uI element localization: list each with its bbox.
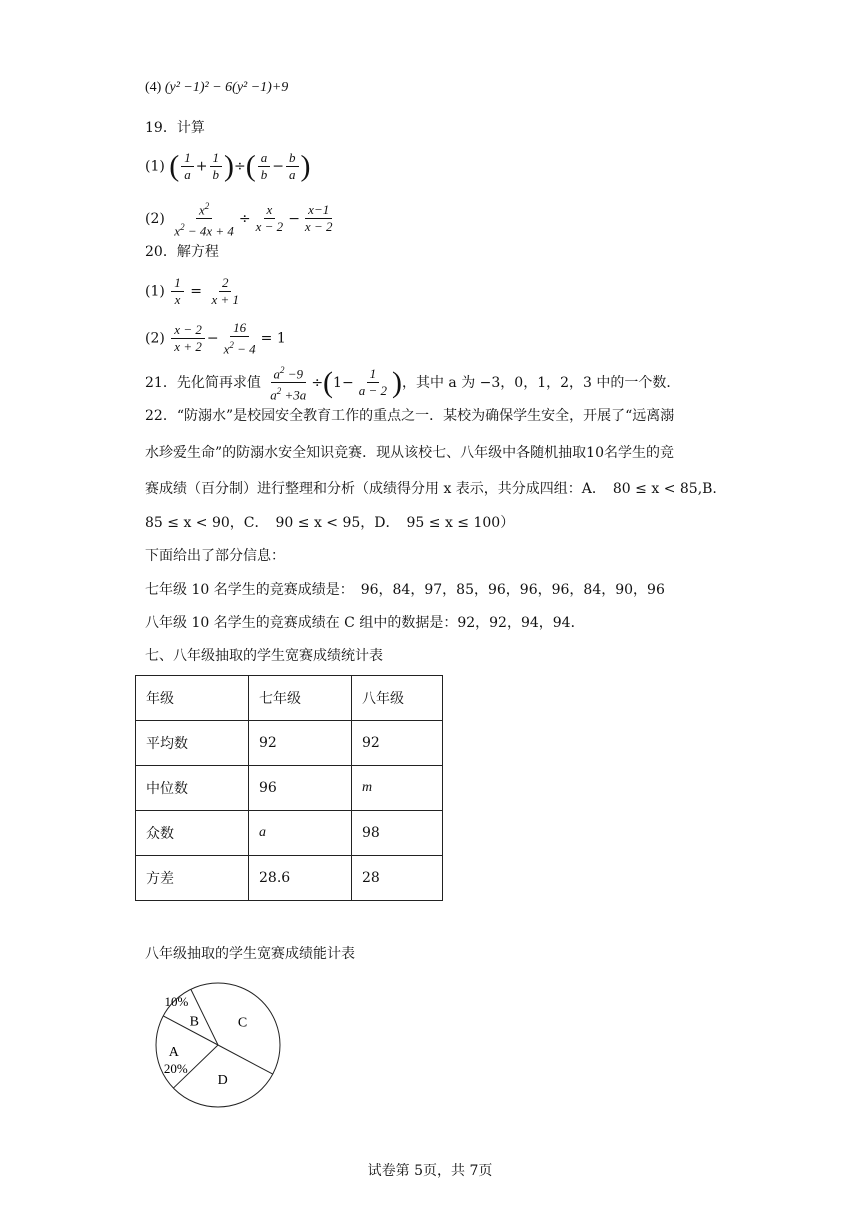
table-header-row	[136, 676, 443, 721]
problem-22-line1: 22．“防溺水”是校园安全教育工作的重点之一．某校为确保学生安全，开展了“远离溺	[145, 408, 675, 424]
table-row	[136, 811, 443, 856]
problem-22-line2: 水珍爱生命”的防溺水安全知识竞赛．现从该校七、八年级中各随机抽取10名学生的竞	[145, 445, 674, 461]
problem-19-2: (2) $\frac{x^2}{x^2 - 4x + 4}$ ÷ $\frac{x}{x - 2}$ − $\frac{x-1}{x - 2}$	[145, 198, 337, 240]
problem-21-suffix: ，其中 a 为 −3，0，1，2，3 中的一个数．	[401, 374, 681, 391]
stats-table	[135, 675, 443, 901]
problem-19-1-label: (1)	[145, 158, 165, 175]
problem-22-line7: 八年级 10 名学生的竞赛成绩在 C 组中的数据是：92，92，94，94．	[145, 615, 585, 631]
page-footer: 试卷第 5页，共 7页	[367, 1163, 493, 1179]
table-cell: m	[352, 766, 443, 811]
table-cell: a	[249, 811, 352, 856]
table-cell: 方差	[136, 856, 249, 901]
pie-label-b: B	[189, 1014, 199, 1030]
table-cell: 96	[249, 766, 352, 811]
pie-label-a: A	[168, 1045, 179, 1061]
problem-18-4	[145, 78, 288, 98]
table-cell: 28	[352, 856, 443, 901]
pie-percent-b: 10%	[164, 994, 189, 1010]
table-cell: 92	[249, 721, 352, 766]
table-header-cell: 年级	[136, 676, 249, 721]
problem-18-4-expr: (y² −1)² − 6(y² −1)+9	[164, 80, 289, 95]
problem-21: 21．先化简再求值 $\frac{a^2 -9}{a^2 +3a}$ ÷(1− $\frac{1}{a - 2}$ )，其中 a 为 −3，0，1，2，3 中的一个数．	[145, 362, 680, 404]
table-cell: 92	[352, 721, 443, 766]
problem-18-4-label: (4)	[145, 80, 162, 95]
problem-22-line4: 85 ≤ x < 90，C． 90 ≤ x < 95，D． 95 ≤ x ≤ 100）	[145, 515, 515, 531]
problem-21-prefix: 21．先化简再求值	[145, 374, 261, 391]
problem-20-2: (2) $\frac{x - 2}{x + 2}$ − $\frac{16}{x^2 - 4}$ = 1	[145, 320, 286, 357]
pie-label-d: D	[217, 1072, 228, 1088]
table-cell: 众数	[136, 811, 249, 856]
problem-20-2-label: (2)	[145, 330, 165, 347]
table-row	[136, 766, 443, 811]
pie-chart	[145, 982, 295, 1122]
problem-19-2-label: (2)	[145, 210, 165, 227]
table-cell: 28.6	[249, 856, 352, 901]
problem-19-title: 19．计算	[145, 120, 205, 136]
table-row	[136, 721, 443, 766]
problem-22-line3: 赛成绩（百分制）进行整理和分析（成绩得分用 x 表示，共分成四组：A． 80 ≤ x < 85,B.	[145, 481, 717, 497]
problem-22-line6: 七年级 10 名学生的竞赛成绩是： 96，84，97，85，96，96，96，84，90，96	[145, 582, 665, 598]
table-title: 七、八年级抽取的学生宽赛成绩统计表	[145, 648, 383, 664]
table-cell: 平均数	[136, 721, 249, 766]
table-cell: 中位数	[136, 766, 249, 811]
pie-label-c: C	[237, 1015, 248, 1031]
problem-19-1: (1) ( $\frac{1}{a}$ + $\frac{1}{b}$ )÷( $\frac{a}{b}$ − $\frac{b}{a}$ )	[145, 149, 311, 183]
table-cell: 98	[352, 811, 443, 856]
problem-20-1: (1) $\frac{1}{x}$ = $\frac{2}{x + 1}$	[145, 275, 239, 307]
problem-20-2-rhs: = 1	[260, 330, 286, 347]
problem-20-title: 20．解方程	[145, 244, 219, 260]
table-row	[136, 856, 443, 901]
table-header-cell: 七年级	[249, 676, 352, 721]
problem-20-1-label: (1)	[145, 283, 165, 300]
problem-22-line5: 下面给出了部分信息：	[145, 548, 285, 564]
table-header-cell: 八年级	[352, 676, 443, 721]
pie-percent-a: 20%	[163, 1061, 188, 1077]
pie-title: 八年级抽取的学生宽赛成绩能计表	[145, 946, 355, 962]
